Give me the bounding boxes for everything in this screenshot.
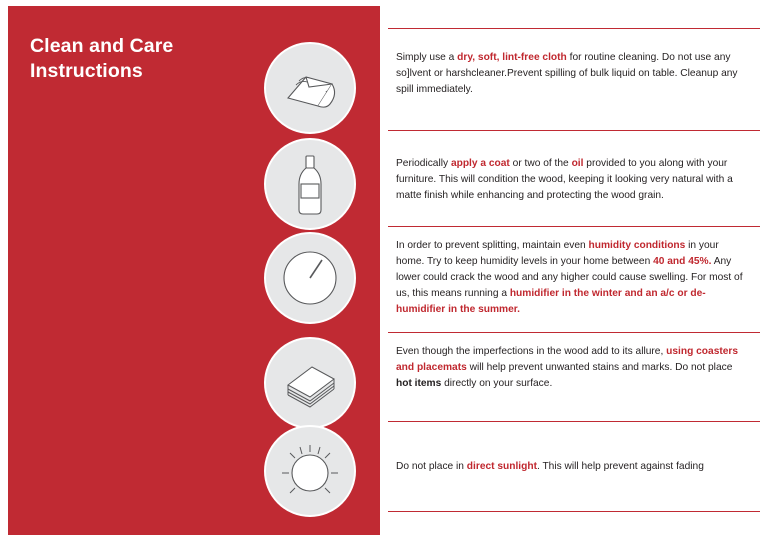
instruction-3-part-3: in your home. Try to keep humidity levels in your home between xyxy=(396,240,719,268)
instruction-3-part-6: humidifier in the winter and an a/c or de-humidifier in the summer. xyxy=(396,288,706,316)
instruction-2-part-4: oil xyxy=(571,158,584,169)
sun-icon xyxy=(264,425,356,517)
coasters-placemats-icon xyxy=(264,337,356,429)
instruction-2-part-5: provided to you along with your furniture. This will condition the wood, keeping it looking very natural with a matte finish while enhancing and protecting the wood grain. xyxy=(396,158,733,202)
divider-top xyxy=(388,28,760,29)
instruction-2-part-2: apply a coat xyxy=(450,158,510,169)
instruction-2-part-1: Periodically xyxy=(396,158,451,169)
document-sheet xyxy=(8,6,760,535)
instruction-4-part-1: Even though the imperfections in the wood add to its allure, xyxy=(396,346,667,357)
instruction-3-part-2: humidity conditions xyxy=(588,240,686,251)
divider-3 xyxy=(388,332,760,333)
instruction-3-part-5: Any lower could crack the wood and any higher could cause swelling. For most of us, this means running a xyxy=(396,256,743,300)
divider-1 xyxy=(388,130,760,131)
instruction-4-part-3: will help prevent unwanted stains and marks. Do not place xyxy=(466,362,733,374)
instruction-2-part-3: or two of the xyxy=(509,158,572,169)
instruction-4-part-4: hot items xyxy=(396,378,442,390)
divider-4 xyxy=(388,421,760,422)
instruction-3-part-1: In order to prevent splitting, maintain even xyxy=(396,240,589,251)
instruction-5-part-2: direct sunlight xyxy=(466,461,537,472)
instruction-text-3 xyxy=(396,238,748,319)
instruction-text-5 xyxy=(396,459,748,475)
instruction-5-part-1: Do not place in xyxy=(396,461,467,472)
page-title-line-1: Clean and Care xyxy=(30,35,174,57)
instruction-text-1 xyxy=(396,50,748,98)
instruction-1-part-2: dry, soft, lint-free cloth xyxy=(457,52,567,63)
page-title-line-2: Instructions xyxy=(30,59,143,82)
instruction-1-part-3: for routine cleaning. Do not use any so]lvent or harshcleaner.Prevent spilling of bulk liquid on table. Cleanup any spill immediately. xyxy=(396,52,738,96)
instruction-text-4 xyxy=(396,344,748,392)
instruction-4-part-2: using coasters and placemats xyxy=(396,346,739,374)
instruction-text-2 xyxy=(396,156,748,204)
divider-bottom xyxy=(388,511,760,512)
humidity-gauge-icon xyxy=(264,232,356,324)
instruction-1-part-1: Simply use a xyxy=(396,52,458,63)
oil-bottle-icon xyxy=(264,138,356,230)
instruction-5-part-3: . This will help prevent against fading xyxy=(536,461,704,472)
divider-2 xyxy=(388,226,760,227)
cleaning-cloth-icon xyxy=(264,42,356,134)
instruction-3-part-4: 40 and 45%. xyxy=(653,256,712,268)
instruction-4-part-5: directly on your surface. xyxy=(441,378,553,390)
